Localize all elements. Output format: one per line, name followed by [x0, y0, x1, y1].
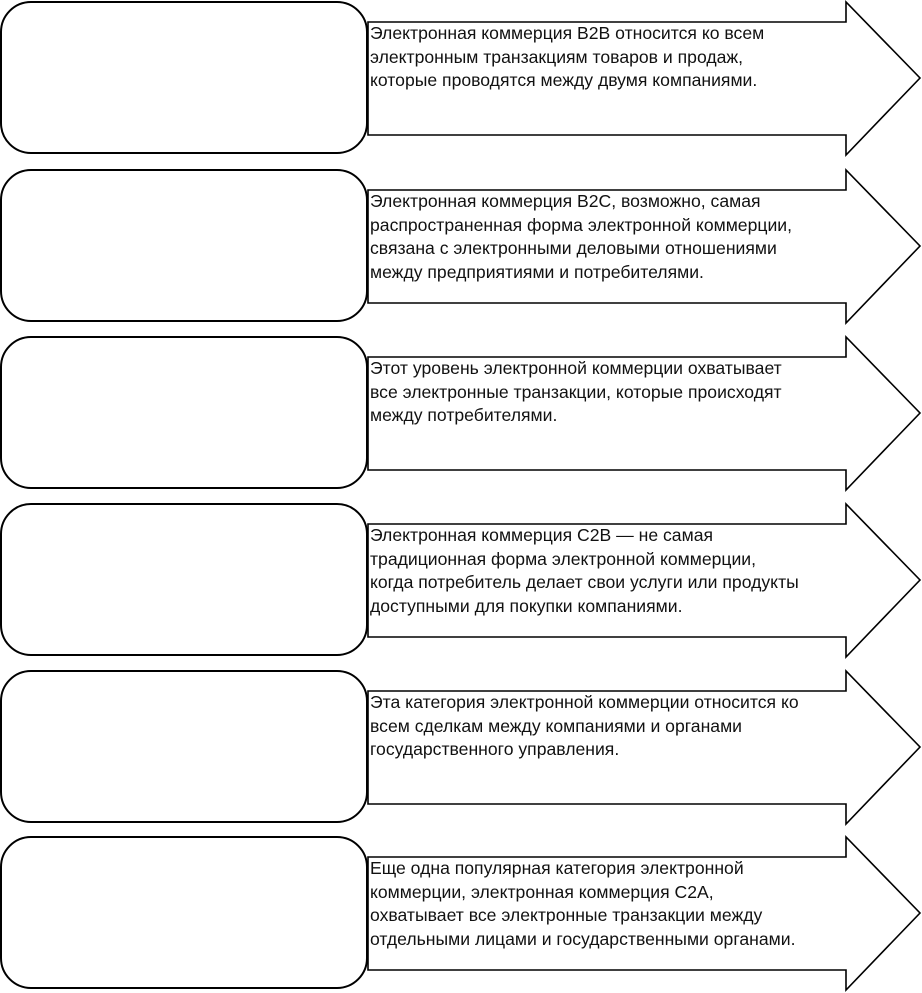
diagram-row [0, 0, 922, 158]
category-label-box [0, 835, 368, 987]
category-label-box [0, 0, 368, 152]
diagram-row [0, 835, 922, 993]
category-label-box [0, 669, 368, 821]
category-description: Эта категория электронной коммерции относится ко всем сделкам между компаниями и органами государственного управления. [370, 692, 799, 759]
category-description: Электронная коммерция C2B — не самая традиционная форма электронной коммерции, когда потребитель делает свои услуги или продукты доступными для покупки компаниями. [370, 525, 799, 616]
category-description: Этот уровень электронной коммерции охватывает все электронные транзакции, которые происходят между потребителями. [370, 358, 782, 425]
diagram-row [0, 168, 922, 326]
category-label-box [0, 335, 368, 487]
category-label-box [0, 502, 368, 654]
diagram-row [0, 335, 922, 493]
category-description: Электронная коммерция B2C, возможно, самая распространенная форма электронной коммерции, связана с электронными деловыми отношениями между предприятиями и потребителями. [370, 191, 792, 282]
category-label-box [0, 168, 368, 320]
category-description: Еще одна популярная категория электронной коммерции, электронная коммерция C2A, охватывает все электронные транзакции между отдельными лицами и государственными органами. [370, 858, 796, 949]
diagram-row [0, 669, 922, 827]
diagram-row [0, 502, 922, 660]
category-description: Электронная коммерция B2B относится ко всем электронным транзакциям товаров и продаж, которые проводятся между двумя компаниями. [370, 23, 765, 90]
